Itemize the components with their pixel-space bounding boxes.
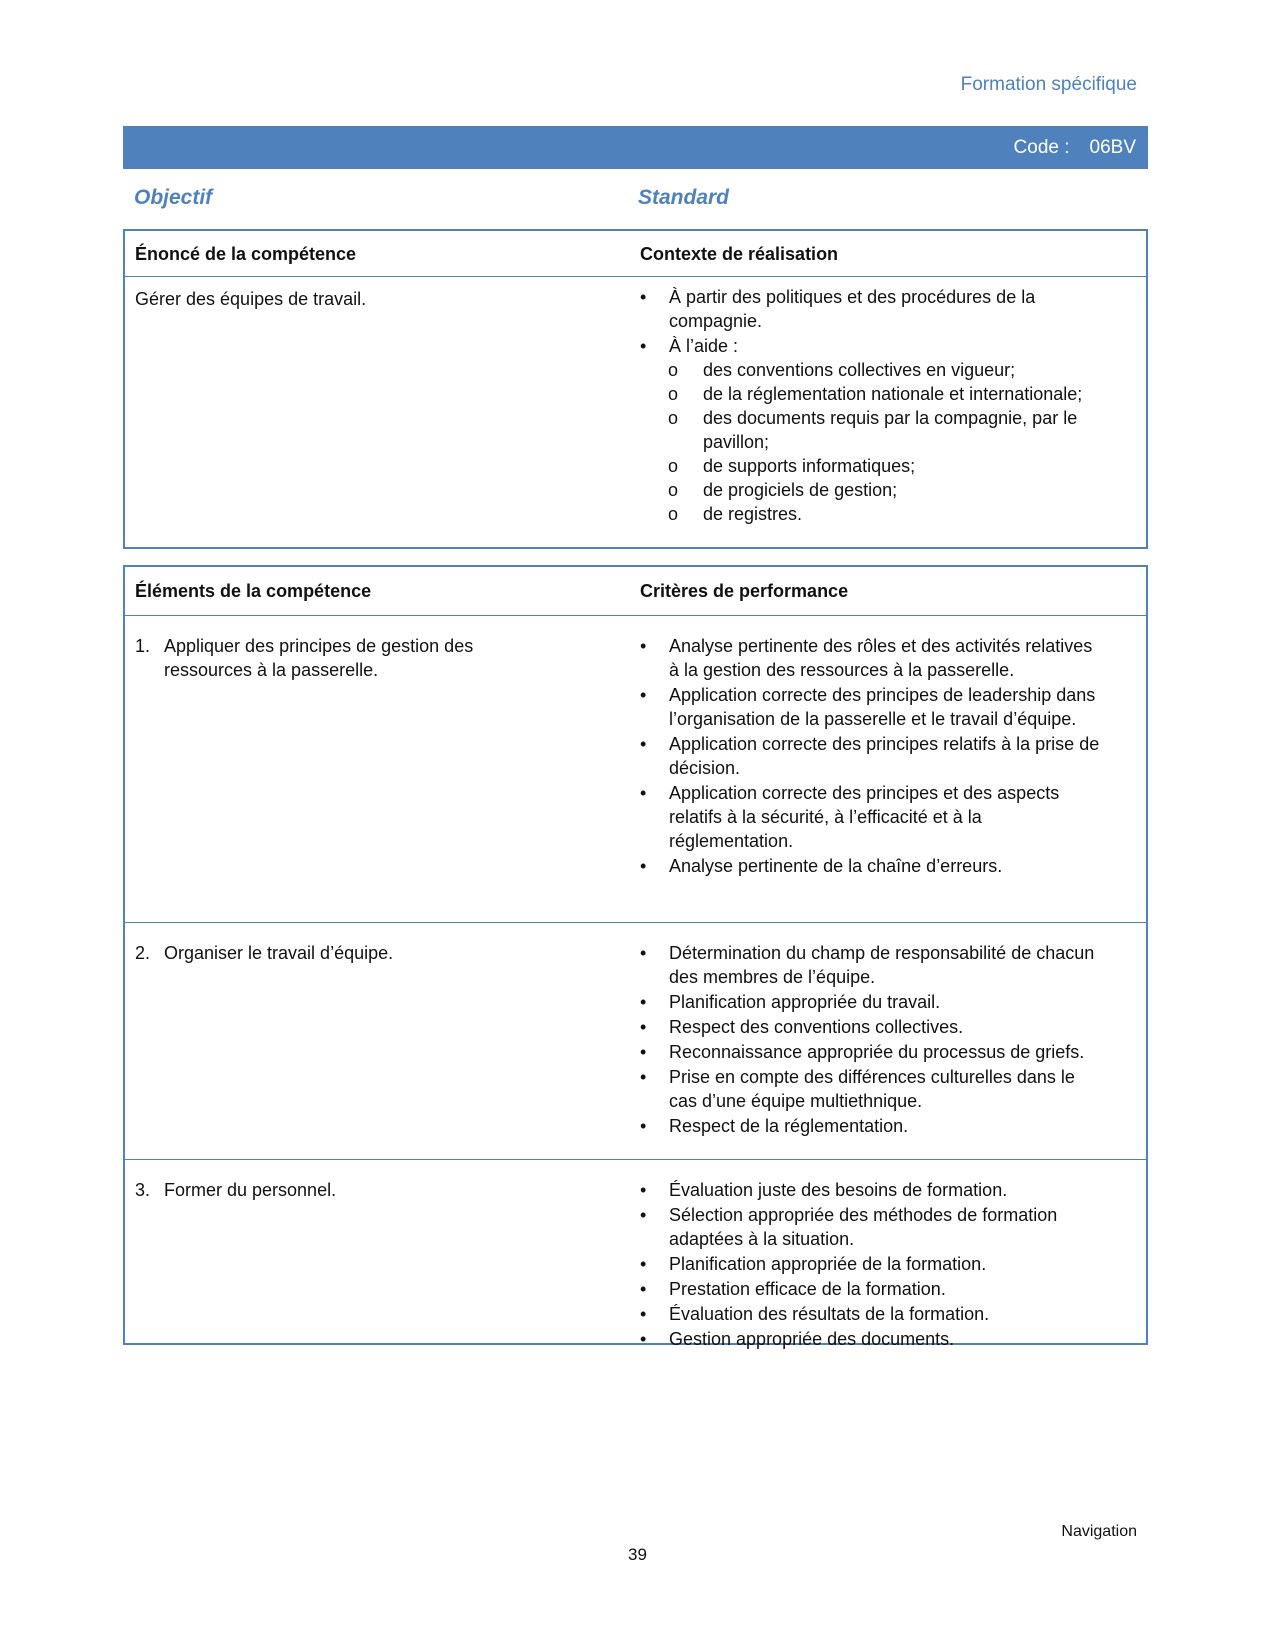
criterion: • Application correcte des principes relatifs à la prise de décision. (640, 732, 1105, 780)
criterion: • Reconnaissance appropriée du processus de griefs. (640, 1040, 1105, 1064)
elements-header: Éléments de la compétence (135, 581, 372, 601)
objective-heading: Objectif (134, 186, 213, 209)
criteria-list (640, 941, 1105, 1139)
code-label: Code : (1013, 136, 1070, 158)
criterion: • Analyse pertinente des rôles et des activités relatives à la gestion des ressources à la passerelle. (640, 634, 1105, 682)
criterion: • Évaluation juste des besoins de formation. (640, 1178, 1105, 1202)
context-subitem: o de supports informatiques; (640, 454, 1110, 478)
criterion: • Évaluation des résultats de la formation. (640, 1302, 1105, 1326)
context-subitem: o de progiciels de gestion; (640, 478, 1110, 502)
competence-statement: Gérer des équipes de travail. (135, 289, 367, 309)
context-subitem: o de la réglementation nationale et internationale; (640, 382, 1110, 406)
competence-table-header (125, 231, 1146, 277)
element-row (125, 1160, 1146, 1349)
element-row (125, 923, 1146, 1160)
criterion: • Gestion appropriée des documents. (640, 1327, 1105, 1351)
context-header: Contexte de réalisation (640, 244, 839, 264)
criteria-list (640, 634, 1105, 879)
code-value: 06BV (1089, 136, 1136, 158)
elements-table (123, 565, 1148, 1349)
criterion: • Sélection appropriée des méthodes de formation adaptées à la situation. (640, 1203, 1105, 1251)
elements-table-header (125, 567, 1146, 616)
criterion: • Application correcte des principes de leadership dans l’organisation de la passerelle et le travail d’équipe. (640, 683, 1105, 731)
criteria-header: Critères de performance (640, 581, 849, 601)
element-number: 1. (135, 636, 151, 656)
element-number: 3. (135, 1180, 151, 1200)
competence-table (123, 229, 1148, 549)
element-text: 1. Appliquer des principes de gestion des ressources à la passerelle. (135, 636, 474, 680)
navigation-link[interactable]: Navigation (1061, 1523, 1137, 1540)
criterion: • Analyse pertinente de la chaîne d’erreurs. (640, 854, 1105, 878)
criterion: • Respect des conventions collectives. (640, 1015, 1105, 1039)
code-bar (123, 126, 1148, 169)
context-subitem: o des documents requis par la compagnie, par le pavillon; (640, 406, 1110, 454)
context-item: • À l’aide : o des conventions collectives en vigueur; o de la réglementation nationale et internationale; o des documents requis par la compagnie, par le pavillon; o de supports informatiques; o de progiciels de gestion; o de registres. (640, 334, 1110, 526)
context-item: • À partir des politiques et des procédures de la compagnie. (640, 285, 1110, 333)
criterion: • Planification appropriée du travail. (640, 990, 1105, 1014)
context-subitem: o des conventions collectives en vigueur; (640, 358, 1110, 382)
element-text: 3. Former du personnel. (135, 1180, 337, 1200)
context-list (640, 285, 1110, 527)
competence-statement-header: Énoncé de la compétence (135, 244, 357, 264)
criterion: • Application correcte des principes et des aspects relatifs à la sécurité, à l’efficacité et à la réglementation. (640, 781, 1105, 853)
element-text: 2. Organiser le travail d’équipe. (135, 943, 394, 963)
element-row (125, 616, 1146, 923)
criterion: • Respect de la réglementation. (640, 1114, 1105, 1138)
page-number: 39 (628, 1545, 647, 1564)
section-label: Formation spécifique (960, 74, 1137, 95)
context-subitem: o de registres. (640, 502, 1110, 526)
criterion: • Prise en compte des différences culturelles dans le cas d’une équipe multiethnique. (640, 1065, 1105, 1113)
criteria-list (640, 1178, 1105, 1352)
criterion: • Détermination du champ de responsabilité de chacun des membres de l’équipe. (640, 941, 1105, 989)
element-number: 2. (135, 943, 151, 963)
criterion: • Planification appropriée de la formation. (640, 1252, 1105, 1276)
criterion: • Prestation efficace de la formation. (640, 1277, 1105, 1301)
standard-heading: Standard (638, 186, 730, 209)
